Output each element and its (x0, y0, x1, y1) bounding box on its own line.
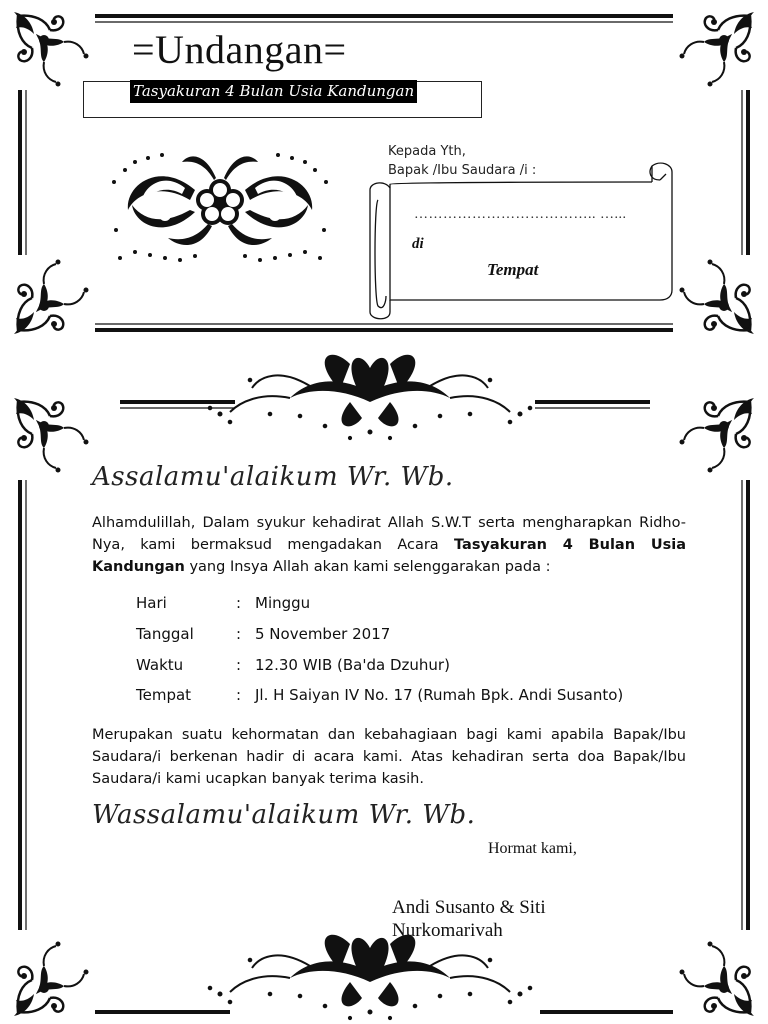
body-paragraph: Merupakan suatu kehormatan dan kebahagiaan bagi kami apabila Bapak/Ibu Saudara/i berkenan hadir di acara kami. Atas kehadiran serta doa Bapak/Ibu Saudara/i kami ucapkan banyak terima kasih. (92, 727, 686, 787)
recipient-place: Tempat (487, 260, 539, 279)
flourish-divider-bottom (208, 935, 532, 1020)
detail-colon: : (236, 686, 242, 704)
recipient-line-1: Kepada Yth, (388, 144, 466, 159)
opening-text-2: yang Insya Allah akan kami selenggarakan pada : (184, 559, 551, 575)
detail-value: Minggu (255, 594, 311, 612)
recipient-block (388, 142, 536, 180)
recipient-di: di (412, 236, 424, 252)
flower-ornament-icon (112, 153, 328, 262)
detail-label: Tanggal (136, 625, 194, 643)
detail-colon: : (236, 594, 242, 612)
detail-label: Tempat (136, 686, 192, 704)
recipient-name-field: ……………………………….. …... (414, 207, 627, 222)
closing-greeting: Wassalamu'alaikum Wr. Wb. (92, 800, 476, 830)
detail-label: Waktu (136, 656, 184, 674)
detail-value: 5 November 2017 (255, 625, 391, 643)
opening-paragraph (92, 512, 686, 578)
detail-value: 12.30 WIB (Ba'da Dzuhur) (255, 656, 450, 674)
page-title: =Undangan= (132, 27, 347, 72)
recipient-line-2: Bapak /Ibu Saudara /i : (388, 163, 537, 178)
event-subtitle: Tasyakuran 4 Bulan Usia Kandungan (130, 80, 417, 103)
opening-text-1: Alhamdulillah, Dalam syukur kehadirat Allah S.W.T serta mengharapkan Ridho-Nya, kami bermaksud mengadakan Acara (92, 515, 686, 553)
detail-colon: : (236, 625, 242, 643)
event-name: Tasyakuran 4 Bulan Usia Kandungan (92, 537, 686, 575)
detail-colon: : (236, 656, 242, 674)
regards: Hormat kami, (488, 840, 577, 857)
flourish-divider-top (208, 355, 532, 440)
greeting: Assalamu'alaikum Wr. Wb. (92, 462, 454, 492)
top-frame (14, 12, 754, 334)
detail-value: Jl. H Saiyan IV No. 17 (Rumah Bpk. Andi Susanto) (255, 686, 624, 704)
signature: Andi Susanto & Siti Nurkomarivah (392, 897, 546, 941)
detail-label: Hari (136, 594, 167, 612)
